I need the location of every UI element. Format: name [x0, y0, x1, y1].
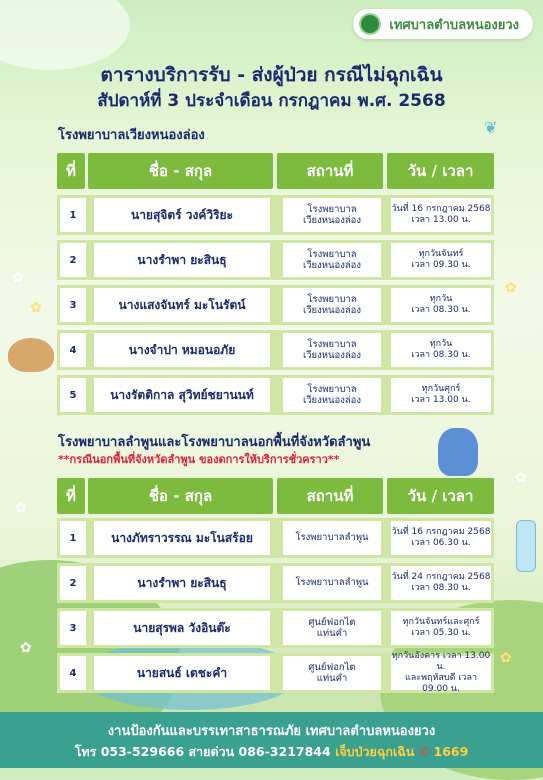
patient-name: นางรำพา ยะสินธุ: [94, 243, 270, 277]
row-number: 4: [60, 656, 86, 690]
row-number: 1: [60, 198, 86, 232]
place-line1: โรงพยาบาลลำพูน: [295, 532, 369, 544]
time-line1: วันที่ 24 กรกฎาคม 2568: [391, 572, 491, 583]
section2-title: โรงพยาบาลลำพูนและโรงพยาบาลนอกพื้นที่จังหวัดลำพูน: [58, 435, 371, 450]
time-cell: [391, 198, 491, 232]
page-subtitle: สัปดาห์ที่ 3 ประจำเดือน กรกฎาคม พ.ศ. 2568: [97, 91, 446, 111]
place-cell: [283, 243, 381, 277]
row-number: 3: [60, 288, 86, 322]
place-line2: แท่นคำ: [316, 628, 348, 639]
time-cell: [391, 651, 491, 694]
time-cell: [391, 288, 491, 322]
col-header-place: สถานที่: [277, 478, 383, 514]
patient-name: นางแสงจันทร์ มะโนรัตน์: [94, 288, 270, 322]
place-line2: เวียงหนองล่อง: [302, 350, 362, 361]
patient-name: นายสุจิตร์ วงค์วิริยะ: [94, 198, 270, 232]
time-line1: ทุกวันจันทร์และศุกร์: [402, 617, 480, 628]
place-line2: เวียงหนองล่อง: [302, 260, 362, 271]
col-header-place: สถานที่: [277, 153, 383, 189]
time-line1: ทุกวันศุกร์: [421, 384, 461, 395]
section1-title: โรงพยาบาลเวียงหนองล่อง: [58, 128, 205, 143]
col-header-time: วัน / เวลา: [387, 478, 494, 514]
patient-name: นายสนธ์ เตชะคำ: [94, 656, 270, 690]
row-number: 1: [60, 521, 86, 555]
place-line2: เวียงหนองล่อง: [302, 395, 362, 406]
place-line2: เวียงหนองล่อง: [302, 215, 362, 226]
place-line2: แท่นคำ: [316, 673, 348, 684]
patient-name: นางจำปา หมอนอภัย: [94, 333, 270, 367]
row-number: 5: [60, 378, 86, 412]
place-line1: โรงพยาบาล: [307, 248, 357, 260]
place-line1: โรงพยาบาลลำพูน: [295, 577, 369, 589]
time-line2: เวลา 13.00 น.: [411, 395, 471, 405]
place-cell: [283, 198, 381, 232]
time-line2: เวลา 06.30 น.: [411, 538, 471, 548]
phone-icon: ✆: [418, 744, 430, 759]
place-cell: [283, 566, 381, 600]
flower-decoration: ✿: [20, 640, 32, 656]
time-cell: [391, 611, 491, 645]
time-line1: วันที่ 16 กรกฎาคม 2568: [391, 204, 491, 215]
time-line2: เวลา 09.30 น.: [411, 260, 471, 270]
boy-with-magnifier-illustration: [438, 428, 478, 476]
time-line1: ทุกวัน: [429, 339, 453, 350]
time-cell: [391, 378, 491, 412]
footer-org: งานป้องกันและบรรเทาสาธารณภัย เทศบาลตำบลหนองยวง: [107, 724, 436, 739]
row-number: 3: [60, 611, 86, 645]
butterfly-icon: ❦: [484, 118, 498, 137]
flower-decoration: ✿: [500, 650, 512, 666]
time-cell: [391, 243, 491, 277]
water-bottle-illustration: [516, 520, 536, 572]
flower-decoration: ✿: [515, 470, 527, 486]
municipal-seal-icon: [359, 13, 381, 35]
footer-contact: [0, 742, 543, 762]
place-line1: ศูนย์ฟอกไต: [308, 661, 356, 673]
flower-decoration: ✿: [12, 270, 24, 286]
patient-name: นางรัตติกาล สุวิทย์ชยานนท์: [94, 378, 270, 412]
time-line2: เวลา 08.30 น.: [411, 583, 471, 593]
org-logo: [353, 9, 533, 39]
col-header-no: ที่: [57, 153, 85, 189]
place-line1: โรงพยาบาล: [307, 203, 357, 215]
time-line1: ทุกวันอังคาร เวลา 13.00 น.: [391, 651, 491, 673]
puppy-illustration: [8, 338, 54, 372]
col-header-no: ที่: [57, 478, 85, 514]
time-line1: วันที่ 16 กรกฎาคม 2568: [391, 527, 491, 538]
flower-decoration: ✿: [15, 500, 27, 516]
section2-note: **กรณีนอกพื้นที่จังหวัดลำพูน ของดการให้บริการชั่วคราว**: [58, 453, 340, 466]
time-line2: เวลา 08.30 น.: [411, 305, 471, 315]
col-header-name: ชื่อ - สกุล: [88, 153, 273, 189]
patient-name: นางภัทราวรรณ มะโนสร้อย: [94, 521, 270, 555]
emergency-label: เจ็บป่วยฉุกเฉิน: [335, 744, 415, 759]
place-cell: [283, 378, 381, 412]
row-number: 2: [60, 566, 86, 600]
place-line1: โรงพยาบาล: [307, 338, 357, 350]
place-line2: เวียงหนองล่อง: [302, 305, 362, 316]
time-line2: และพฤหัสบดี เวลา 09.00 น.: [404, 673, 478, 694]
time-line2: เวลา 13.00 น.: [411, 215, 471, 225]
place-cell: [283, 611, 381, 645]
time-line1: ทุกวันจันทร์: [418, 249, 464, 260]
emergency-hotline[interactable]: 1669: [433, 744, 469, 759]
page-title: ตารางบริการรับ - ส่งผู้ป่วย กรณีไม่ฉุกเฉิน: [100, 64, 443, 86]
place-line1: โรงพยาบาล: [307, 383, 357, 395]
place-line1: โรงพยาบาล: [307, 293, 357, 305]
time-cell: [391, 333, 491, 367]
place-cell: [283, 521, 381, 555]
row-number: 2: [60, 243, 86, 277]
time-cell: [391, 521, 491, 555]
col-header-time: วัน / เวลา: [387, 153, 494, 189]
row-number: 4: [60, 333, 86, 367]
patient-name: นางรำพา ยะสินธุ: [94, 566, 270, 600]
time-cell: [391, 566, 491, 600]
footer-phone: โทร 053-529666 สายด่วน 086-3217844: [74, 744, 331, 759]
place-cell: [283, 288, 381, 322]
time-line1: ทุกวัน: [429, 294, 453, 305]
time-line2: เวลา 05.30 น.: [411, 628, 471, 638]
flower-decoration: ✿: [505, 280, 517, 296]
place-cell: [283, 333, 381, 367]
org-name: เทศบาลตำบลหนองยวง: [389, 17, 519, 33]
flower-decoration: ✿: [30, 300, 42, 316]
patient-name: นายสุรพล วังอินต๊ะ: [94, 611, 270, 645]
place-cell: [283, 656, 381, 690]
place-line1: ศูนย์ฟอกไต: [308, 616, 356, 628]
time-line2: เวลา 08.30 น.: [411, 350, 471, 360]
col-header-name: ชื่อ - สกุล: [88, 478, 273, 514]
